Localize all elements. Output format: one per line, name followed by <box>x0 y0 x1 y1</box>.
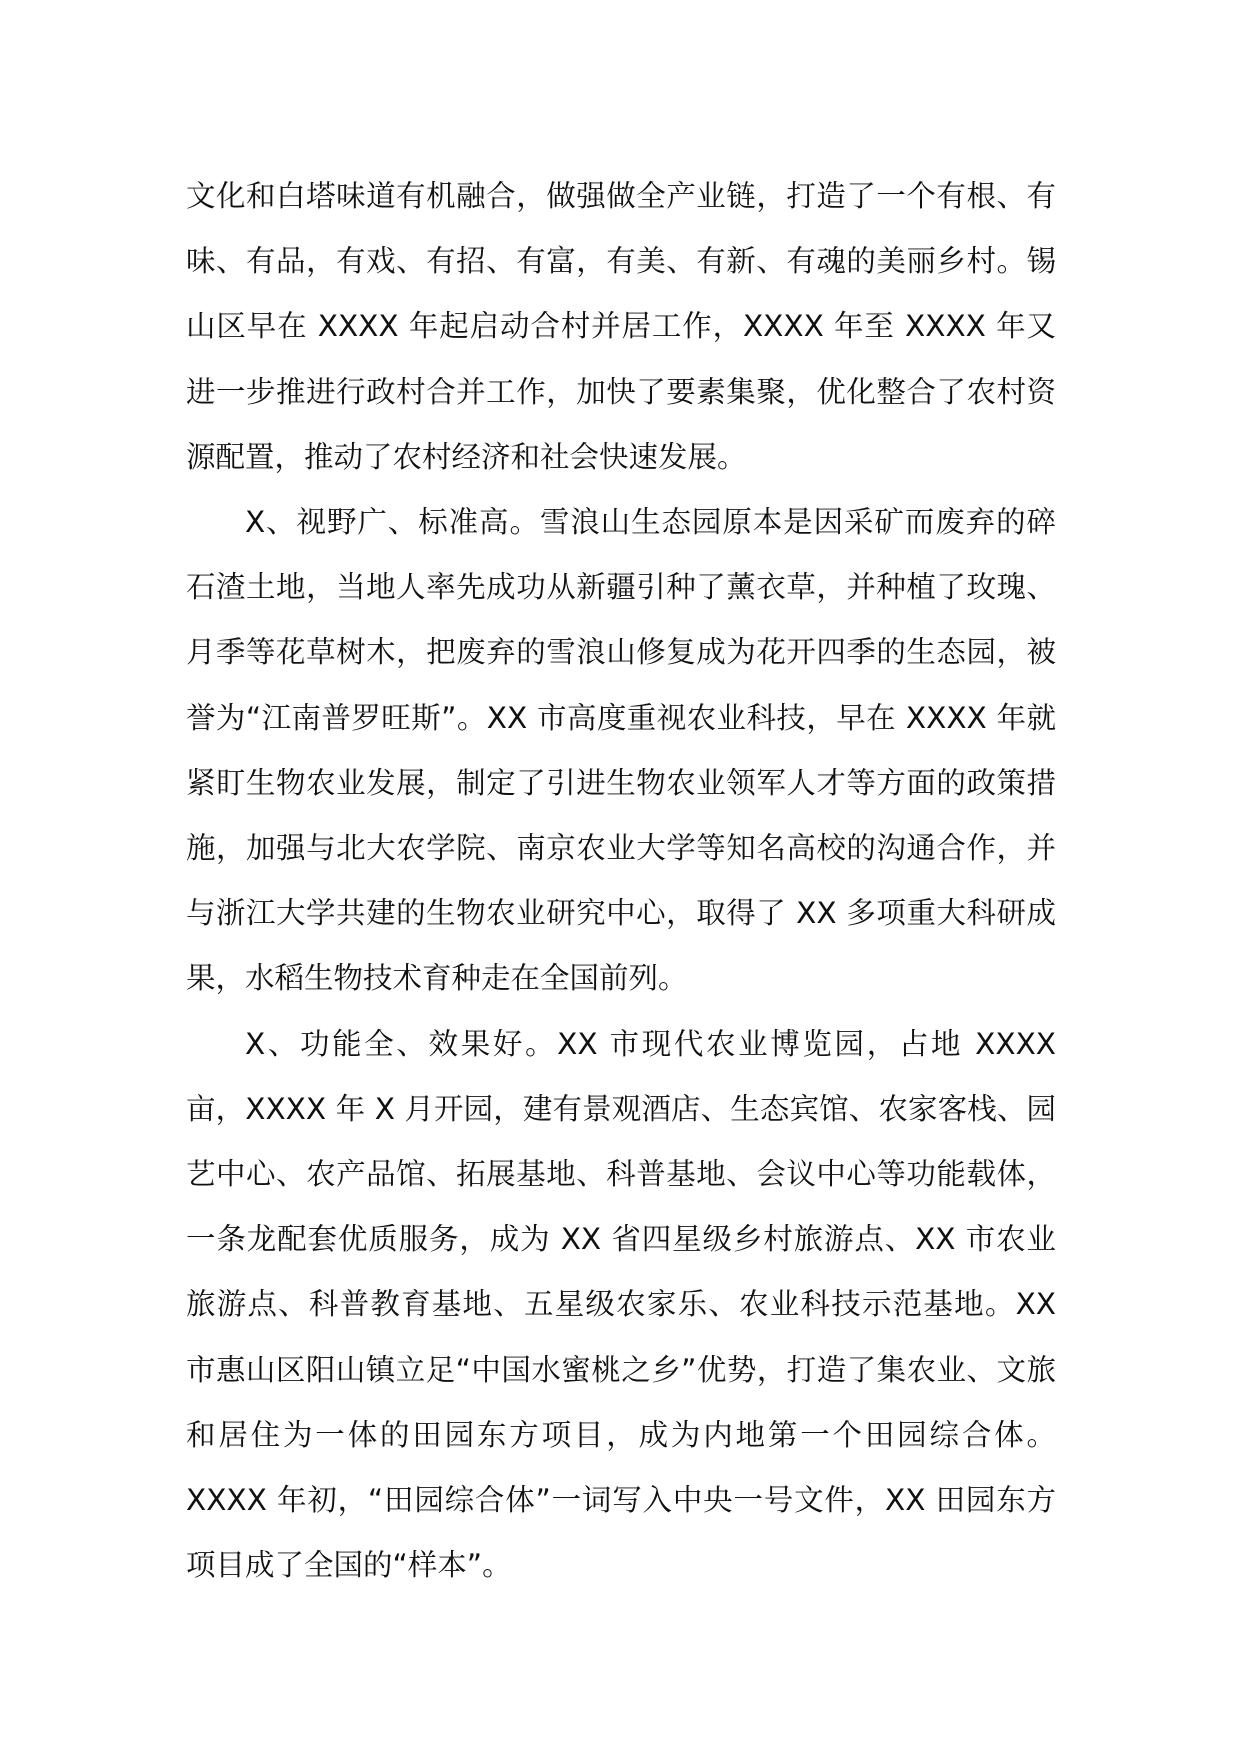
paragraph-vision-standards: X、视野广、标准高。雪浪山生态园原本是因采矿而废弃的碎石渣土地，当地人率先成功从新疆引种了薰衣草，并种植了玫瑰、月季等花草树木，把废弃的雪浪山修复成为花开四季的生态园，被誉为“江南普罗旺斯”。XX 市高度重视农业科技，早在 XXXX 年就紧盯生物农业发展，制定了引进生物农业领军人才等方面的政策措施，加强与北大农学院、南京农业大学等知名高校的沟通合作，并与浙江大学共建的生物农业研究中心，取得了 XX 多项重大科研成果，水稻生物技术育种走在全国前列。 <box>186 505 1056 996</box>
paragraph-functions-effects: X、功能全、效果好。XX 市现代农业博览园，占地 XXXX 亩，XXXX 年 X 月开园，建有景观酒店、生态宾馆、农家客栈、园艺中心、农产品馆、拓展基地、科普基地、会议中心等功能载体，一条龙配套优质服务，成为 XX 省四星级乡村旅游点、XX 市农业旅游点、科普教育基地、五星级农家乐、农业科技示范基地。XX 市惠山区阳山镇立足“中国水蜜桃之乡”优势，打造了集农业、文旅和居住为一体的田园东方项目，成为内地第一个田园综合体。XXXX 年初，“田园综合体”一词写入中央一号文件，XX 田园东方项目成了全国的“样本”。 <box>186 1026 1056 1583</box>
document-body <box>186 164 1056 1598</box>
paragraph-continuation: 文化和白塔味道有机融合，做强做全产业链，打造了一个有根、有味、有品，有戏、有招、有富，有美、有新、有魂的美丽乡村。锡山区早在 XXXX 年起启动合村并居工作，XXXX 年至 XXXX 年又进一步推进行政村合并工作，加快了要素集聚，优化整合了农村资源配置，推动了农村经济和社会快速发展。 <box>186 179 1056 474</box>
